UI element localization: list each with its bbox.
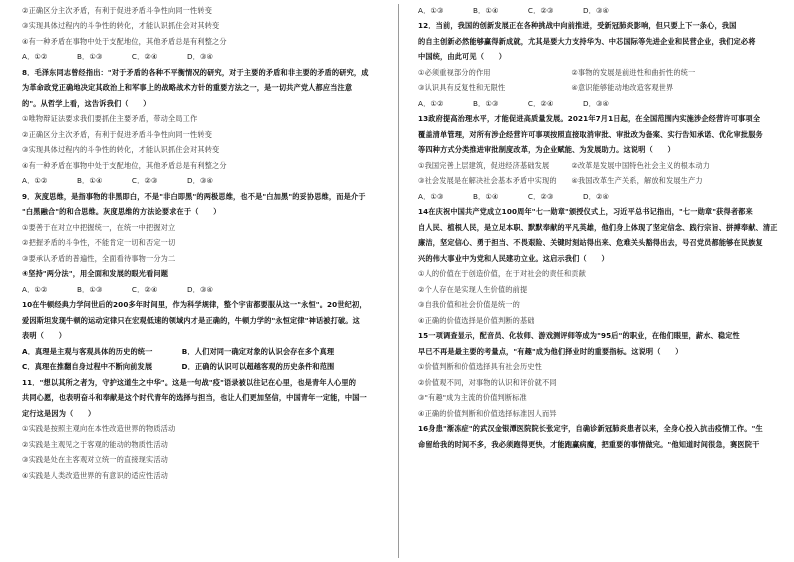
left-column-line: 的"。从哲学上看，这告诉我们（ ） bbox=[22, 98, 151, 108]
right-column-line: ②个人存在是实现人生价值的前提 bbox=[418, 284, 528, 294]
left-column-line: 11．"想以其所之者为，守护这道生之中华"。这是一句战"疫"语录被以往记在心里，也是青年人心里的 bbox=[22, 377, 357, 387]
right-column-line: ④正确的价值判断和价值选择标准因人而异 bbox=[418, 408, 557, 418]
left-column-line: ②正确区分主次矛盾，有利于促进矛盾斗争性向同一性转变 bbox=[22, 6, 213, 15]
right-column-line: ①必须重视部分的作用 ②事物的发展是前进性和曲折性的统一 bbox=[418, 67, 696, 77]
left-column-line: 表明（ ） bbox=[22, 331, 67, 341]
right-column-line: 中国统，由此可见（ ） bbox=[418, 52, 507, 62]
right-column-line: A．①② B．①③ C．②④ D．③④ bbox=[418, 98, 610, 108]
left-column-line: 10在牛顿经典力学问世后的200多年时间里，作为科学规律，整个宇宙都要服从这一"永恒"。20世纪初， bbox=[22, 300, 367, 310]
left-column-line: C．真理在推翻自身过程中不断向前发展 D．正确的认识可以超越客观的历史条件和范围 bbox=[22, 362, 335, 372]
left-column-line: A．①② B．①③ C．②④ D．③④ bbox=[22, 52, 214, 62]
right-column-line: 覆盖清单管理，对所有涉企经营许可事项按照直接取消审批、审批改为备案、实行告知承诺、优化审批服务 bbox=[418, 129, 763, 139]
right-column-line: 14在庆祝中国共产党成立100周年"七一勋章"颁授仪式上，习近平总书记指出，"七一勋章"获得者都来 bbox=[418, 207, 753, 217]
right-column-line: 自人民、植根人民，是立足本职、默默奉献的平凡英雄，他们身上体现了坚定信念、践行宗旨、拼搏奉献、清正 bbox=[418, 222, 778, 232]
right-column-line: 的自主创新必然能够赢得新成就，尤其是要大力支持华为、中芯国际等先进企业和民营企业，我们定必将 bbox=[418, 36, 756, 46]
left-column-line: 8．毛泽东同志曾经指出："对于矛盾的各种不平衡情况的研究，对于主要的矛盾和非主要的矛盾的研究，成 bbox=[22, 67, 369, 77]
right-column-line: ③社会发展是在解决社会基本矛盾中实现的 ④我国改革生产关系，解放和发展生产力 bbox=[418, 176, 703, 186]
left-column-line: ②正确区分主次矛盾，有利于促进矛盾斗争性向同一性转变 bbox=[22, 129, 213, 139]
right-column-line: 16身患"渐冻症"的武汉金银潭医院院长张定宇，自确诊新冠肺炎患者以来，全身心投入抗击疫情工作。"生 bbox=[418, 424, 763, 434]
left-column-line: 爱因斯坦发现牛顿的运动定律只在宏观低速的领域内才是正确的，牛顿力学的"永恒定律"神话被打破。这 bbox=[22, 315, 360, 325]
right-column-line: A．①③ B．①④ C．②③ D．②④ bbox=[418, 191, 610, 201]
left-column-line: ①要善于在对立中把握统一，在统一中把握对立 bbox=[22, 222, 176, 232]
left-column-line: ③实践是处在主客观对立统一的直接现实活动 bbox=[22, 455, 169, 465]
right-column-line: ③"有趣"成为主流的价值判断标准 bbox=[418, 393, 527, 403]
left-column-line: ①唯物辩证法要求我们要抓住主要矛盾，带动全局工作 bbox=[22, 114, 198, 124]
right-column-line: 12．当前，我国的创新发展正在各种挑战中向前推进，受新冠肺炎影响，但只要上下一条心，我国 bbox=[418, 21, 737, 31]
left-column-line: 共同心愿，也表明奋斗和奉献是这个时代青年的选择与担当，也让人们更加坚信，中国青年一定能，中国一 bbox=[22, 393, 367, 403]
left-column-line: ②实践是主观见之于客观的能动的物质性活动 bbox=[22, 439, 169, 449]
left-column-line: 为革命政党正确地决定其政治上和军事上的战略战术方针的重要方法之一，是一切共产党人都应当注意 bbox=[22, 83, 353, 93]
left-column-line: "白黑融合"的和合思维。灰度思维的方法论要求在于（ ） bbox=[22, 207, 221, 217]
left-column-line: ④有一种矛盾在事物中处于支配地位，其他矛盾总是有利整之分 bbox=[22, 160, 227, 170]
left-column-line: ③实现具体过程内的斗争性的转化，才能认识抓住会对其转变 bbox=[22, 21, 220, 31]
right-column-line: 15一项调查显示，配音员、化妆师、游戏测评师等成为"95后"的职业，在他们眼里，薪水、稳定性 bbox=[418, 331, 740, 341]
left-column-line: ④有一种矛盾在事物中处于支配地位，其他矛盾总是有利整之分 bbox=[22, 36, 227, 46]
left-column-line: 定行这是因为（ ） bbox=[22, 408, 96, 418]
left-column-line: ③实现具体过程内的斗争性的转化，才能认识抓住会对其转变 bbox=[22, 145, 220, 155]
column-divider bbox=[398, 4, 399, 558]
left-column-line: ②把握矛盾的斗争性，不能肯定一切和否定一切 bbox=[22, 238, 176, 248]
right-column-line: 廉洁，坚定信心、勇于担当、不畏艰险、关键时刻站得出来、危难关头豁得出去，号召党员都能够在民族复 bbox=[418, 238, 763, 248]
left-column-line: ①实践是按照主观向在本性改造世界的物质活动 bbox=[22, 424, 176, 434]
right-column-line: 13政府提高治理水平，才能促进高质量发展。2021年7月1日起，在全国范围内实施涉企经营许可事项全 bbox=[418, 114, 761, 124]
right-column-line: ③认识具有反复性和无限性 ④意识能够能动地改造客观世界 bbox=[418, 83, 674, 93]
left-column-line: 9．灰度思维，是指事物的非黑即白，不是"非白即黑"的两极思维，也不是"白加黑"的妥协思维，而是介于 bbox=[22, 191, 366, 201]
left-column-line: ④坚持"两分法"，用全面和发展的眼光看问题 bbox=[22, 269, 169, 279]
right-column-line: ④正确的价值选择是价值判断的基础 bbox=[418, 315, 535, 325]
left-column-line: A．真理是主观与客观具体的历史的统一 B．人们对同一确定对象的认识会存在多个真理 bbox=[22, 346, 335, 356]
right-column-line: A．①③ B．①④ C．②③ D．③④ bbox=[418, 6, 610, 15]
right-column-line: 兴的伟大事业中为党和人民建功立业。这启示我们（ ） bbox=[418, 253, 609, 263]
left-column-line: ③要承认矛盾的普遍性，全面看待事物一分为二 bbox=[22, 253, 176, 263]
right-column-line: 等四种方式分类推进审批制度改革，为企业赋能、为发展助力。这说明（ ） bbox=[418, 145, 675, 155]
right-column-line: ②价值观不同，对事物的认识和评价就不同 bbox=[418, 377, 557, 387]
right-column-line: ①我国完善上层建筑，促进经济基础发展 ②改革是发展中国特色社会主义的根本动力 bbox=[418, 160, 711, 170]
right-column bbox=[418, 6, 780, 455]
right-column-line: ①人的价值在于创造价值，在于对社会的责任和贡献 bbox=[418, 269, 587, 279]
left-column bbox=[22, 6, 377, 486]
left-column-line: A．①② B．①③ C．②④ D．③④ bbox=[22, 284, 214, 294]
right-column-line: 早已不再是最主要的考量点，"有趣"成为他们择业时的重要指标。这说明（ ） bbox=[418, 346, 683, 356]
left-column-line: A．①② B．①④ C．②③ D．③④ bbox=[22, 176, 214, 186]
left-column-line: ④实践是人类改造世界的有意识的适应性活动 bbox=[22, 470, 169, 480]
right-column-line: ③自我价值和社会价值是统一的 bbox=[418, 300, 520, 310]
right-column-line: ①价值判断和价值选择具有社会历史性 bbox=[418, 362, 542, 372]
right-column-line: 命留给我的时间不多，我必须跑得更快，才能跑赢病魔，把重要的事情做完。"他知道时间很急，赛医院干 bbox=[418, 439, 760, 449]
